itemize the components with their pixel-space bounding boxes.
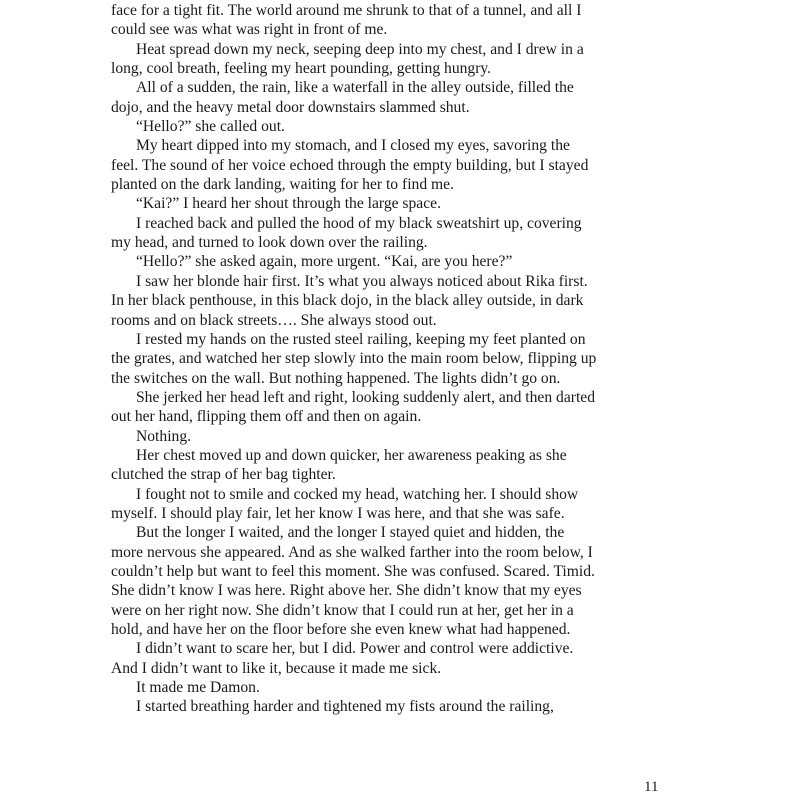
text-line: My heart dipped into my stomach, and I closed my eyes, savoring the: [136, 137, 570, 155]
text-line: long, cool breath, feeling my heart pounding, getting hungry.: [111, 60, 492, 78]
text-line: And I didn’t want to like it, because it made me sick.: [111, 659, 442, 677]
text-line: I fought not to smile and cocked my head, watching her. I should show: [136, 485, 579, 503]
body-text: [111, 1, 641, 717]
text-line: myself. I should play fair, let her know I was here, and that she was safe.: [111, 504, 565, 522]
text-line: Nothing.: [136, 427, 192, 445]
text-line: But the longer I waited, and the longer I stayed quiet and hidden, the: [136, 524, 565, 542]
text-line: hold, and have her on the floor before she even knew what had happened.: [111, 621, 571, 638]
text-line: I didn’t want to scare her, but I did. Power and control were addictive.: [136, 640, 574, 658]
text-line: more nervous she appeared. And as she walked farther into the room below, I: [111, 543, 593, 561]
text-line: “Kai?” I heard her shout through the large space.: [136, 195, 441, 213]
text-line: Heat spread down my neck, seeping deep into my chest, and I drew in a: [136, 40, 584, 58]
text-line: All of a sudden, the rain, like a waterfall in the alley outside, filled the: [136, 79, 574, 97]
text-line: the grates, and watched her step slowly into the main room below, flipping up: [111, 350, 597, 368]
text-line: dojo, and the heavy metal door downstairs slammed shut.: [111, 98, 470, 116]
text-line: could see was what was right in front of me.: [111, 21, 388, 39]
text-line: couldn’t help but want to feel this moment. She was confused. Scared. Timid.: [111, 562, 595, 580]
text-line: I rested my hands on the rusted steel railing, keeping my feet planted on: [136, 330, 586, 348]
text-line: I started breathing harder and tightened my fists around the railing,: [136, 698, 554, 716]
text-line: I saw her blonde hair first. It’s what you always noticed about Rika first.: [136, 272, 588, 290]
text-line: clutched the strap of her bag tighter.: [111, 466, 336, 484]
text-line: It made me Damon.: [136, 679, 260, 697]
text-line: planted on the dark landing, waiting for her to find me.: [111, 176, 454, 194]
text-line: were on her right now. She didn’t know that I could run at her, get her in a: [111, 601, 574, 619]
text-line: the switches on the wall. But nothing happened. The lights didn’t go on.: [111, 369, 561, 387]
text-line: face for a tight fit. The world around me shrunk to that of a tunnel, and all I: [111, 2, 582, 19]
text-line: rooms and on black streets…. She always stood out.: [111, 311, 437, 329]
text-line: In her black penthouse, in this black dojo, in the black alley outside, in dark: [111, 292, 584, 310]
text-line: “Hello?” she asked again, more urgent. “Kai, are you here?”: [136, 253, 513, 271]
text-line: my head, and turned to look down over the railing.: [111, 234, 428, 252]
page-number: 11: [644, 779, 659, 795]
text-line: She jerked her head left and right, looking suddenly alert, and then darted: [136, 388, 596, 406]
text-line: Her chest moved up and down quicker, her awareness peaking as she: [136, 446, 567, 464]
text-line: feel. The sound of her voice echoed through the empty building, but I stayed: [111, 156, 589, 174]
text-line: She didn’t know I was here. Right above her. She didn’t know that my eyes: [111, 582, 582, 600]
text-line: I reached back and pulled the hood of my black sweatshirt up, covering: [136, 214, 582, 232]
text-line: out her hand, flipping them off and then on again.: [111, 408, 422, 426]
text-line: “Hello?” she called out.: [136, 118, 285, 136]
